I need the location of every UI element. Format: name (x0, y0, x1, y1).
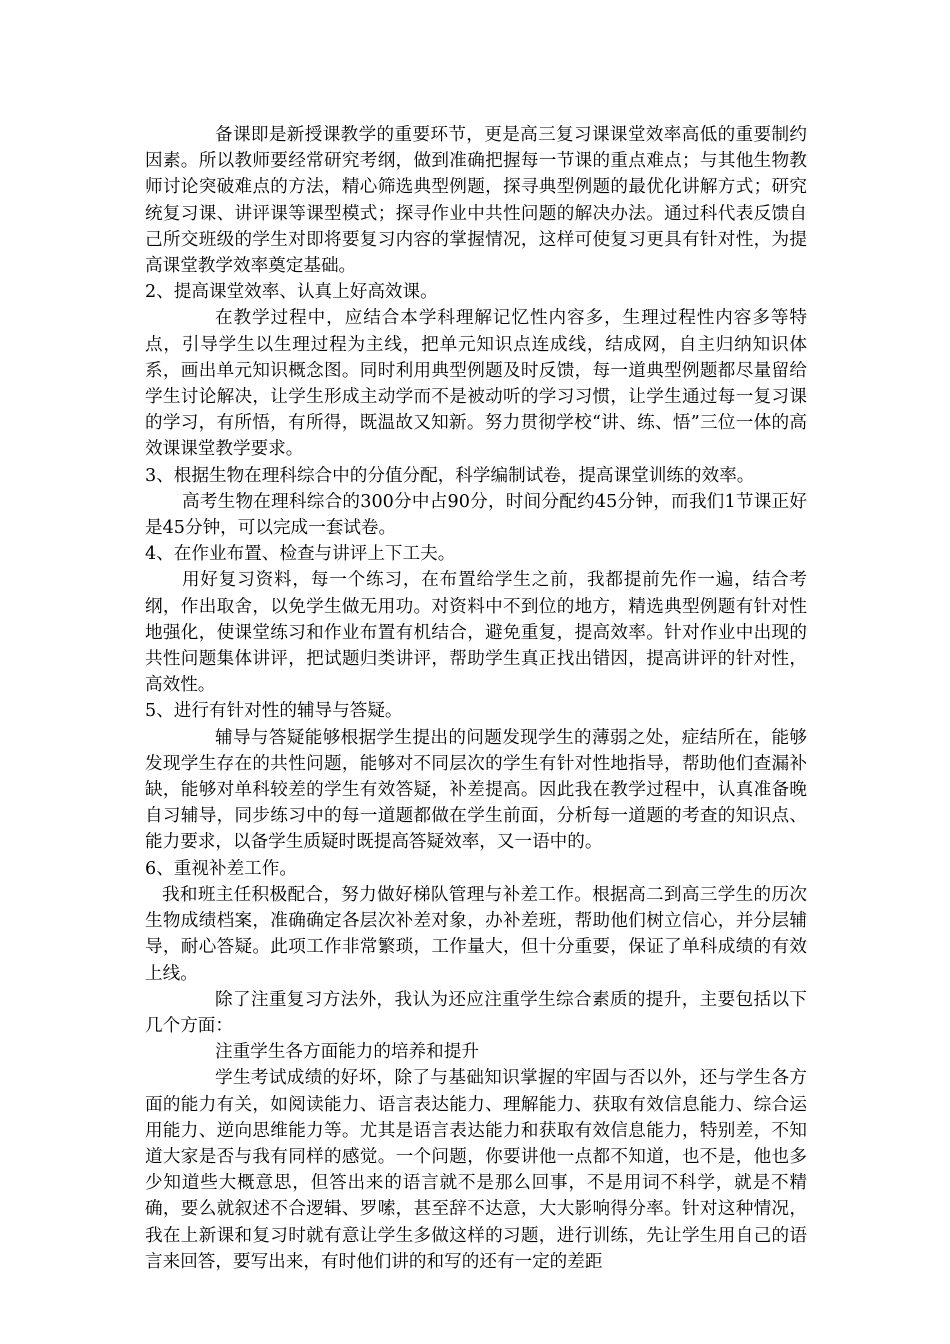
paragraph-student-abilities: 学生考试成绩的好坏，除了与基础知识掌握的牢固与否以外，还与学生各方面的能力有关，如阅读能力、语言表达能力、理解能力、获取有效信息能力、综合运用能力、逆向思维能力等。尤其是语言表达能力和获取有效信息能力，特别差，不知道大家是否与我有同样的感觉。一个问题，你要讲他一点都不知道，也不是，他也多少知道些大概意思，但答出来的语言就不是那么回事，不是用词不科学，就是不精确，要么就叙述不合逻辑、罗嗦，甚至辞不达意，大大影响得分率。针对这种情况，我在上新课和复习时就有意让学生多做这样的习题，进行训练，先让学生用自己的语言来回答，要写出来，有时他们讲的和写的还有一定的差距 (145, 1068, 807, 1272)
paragraph-teaching-process: 在教学过程中，应结合本学科理解记忆性内容多，生理过程性内容多等特点，引导学生以生理过程为主线，把单元知识点连成线，结成网，自主归纳知识体系，画出单元知识概念图。同时利用典型例题及时反馈，每一道典型例题都尽量留给学生讨论解决，让学生形成主动学而不是被动听的学习习惯，让学生通过每一复习课的学习，有所悟，有所得，既温故又知新。努力贯彻学校“讲、练、悟”三位一体的高效课课堂教学要求。 (145, 308, 807, 460)
paragraph-review-materials: 用好复习资料，每一个练习，在布置给学生之前，我都提前先作一遍，结合考纲，作出取舍，以免学生做无用功。对资料中不到位的地方，精选典型例题有针对性地强化，使课堂练习和作业布置有机结合，避免重复，提高效率。针对作业中出现的共性问题集体讲评，把试题归类讲评，帮助学生真正找出错因，提高讲评的针对性，高效性。 (145, 570, 807, 696)
paragraph-comprehensive-quality: 除了注重复习方法外，我认为还应注重学生综合素质的提升，主要包括以下几个方面： (145, 989, 807, 1036)
heading-5-tutoring: 5、进行有针对性的辅导与答疑。 (145, 701, 403, 722)
paragraph-score-allocation: 高考生物在理科综合的300分中占90分，时间分配约45分钟，而我们1节课正好是45分钟，可以完成一套试卷。 (145, 491, 807, 539)
paragraph-tutoring-answering: 辅导与答疑能够根据学生提出的问题发现学生的薄弱之处，症结所在，能够发现学生存在的共性问题，能够对不同层次的学生有针对性地指导，帮助他们查漏补缺，能够对单科较差的学生有效答疑，补差提高。因此我在教学过程中，认真准备晚自习辅导，同步练习中的每一道题都做在学生前面，分析每一道题的考查的知识点、能力要求，以备学生质疑时既提高答疑效率，又一语中的。 (145, 727, 807, 853)
heading-ability-cultivation: 注重学生各方面能力的培养和提升 (215, 1042, 479, 1063)
document-page (145, 122, 807, 1275)
heading-3-exam-design: 3、根据生物在理科综合中的分值分配，科学编制试卷，提高课堂训练的效率。 (145, 465, 755, 486)
heading-6-remedial-work: 6、重视补差工作。 (145, 858, 297, 879)
heading-2-classroom-efficiency: 2、提高课堂效率、认真上好高效课。 (145, 282, 438, 303)
heading-4-homework: 4、在作业布置、检查与讲评上下工夫。 (145, 544, 456, 565)
paragraph-remedial-classes: 我和班主任积极配合，努力做好梯队管理与补差工作。根据高二到高三学生的历次生物成绩档案，准确确定各层次补差对象，办补差班，帮助他们树立信心，并分层辅导，耐心答疑。此项工作非常繁琐，工作量大，但十分重要，保证了单科成绩的有效上线。 (145, 884, 807, 984)
paragraph-lesson-preparation: 备课即是新授课教学的重要环节，更是高三复习课课堂效率高低的重要制约因素。所以教师要经常研究考纲，做到准确把握每一节课的重点难点；与其他生物教师讨论突破难点的方法，精心筛选典型例题，探寻典型例题的最优化讲解方式；研究统复习课、讲评课等课型模式；探寻作业中共性问题的解决办法。通过科代表反馈自己所交班级的学生对即将要复习内容的掌握情况，这样可使复习更具有针对性，为提高课堂教学效率奠定基础。 (145, 125, 807, 277)
